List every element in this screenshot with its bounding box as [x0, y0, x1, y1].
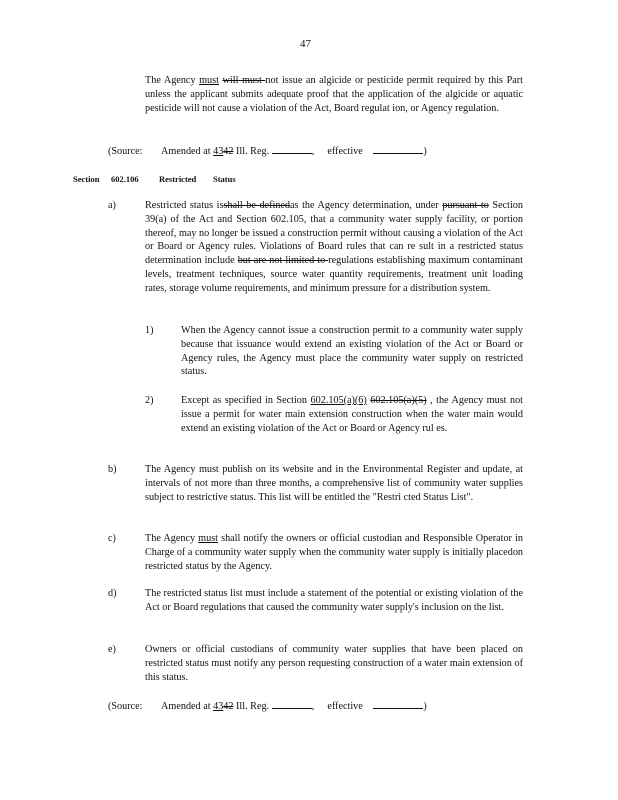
item-a1-text: When the Agency cannot issue a construction permit to a community water supply because that issuance would extend an existing violation of the Act or Board or Agency rules, the Agency must place the community water supply on restricted status.: [181, 325, 523, 378]
page-number: 47: [300, 38, 311, 50]
intro-text: The Agency: [145, 75, 200, 86]
inserted-text: must: [198, 533, 218, 544]
inserted-text: 602.105(a)(6): [310, 395, 367, 406]
date-blank: [373, 699, 423, 709]
item-marker: a): [108, 200, 116, 211]
item-marker: e): [108, 644, 116, 655]
intro-text-rest: not issue an algicide or pesticide permit required by this Part unless the applicant submits adequate proof that the application of the algicide or aquatic pesticide will not cause a violation of the Act, Board regulat ion, or Agency regulation.: [145, 75, 523, 114]
item-marker: b): [108, 464, 117, 475]
item-e-text: Owners or official custodians of community water supplies that have been placed on restricted status must notify any person requesting construction of a water main extension of this status.: [145, 644, 523, 683]
inserted-text: must: [199, 75, 219, 86]
item-marker: c): [108, 533, 116, 544]
deleted-text: shall be defined: [223, 200, 291, 211]
section-number: 602.106: [111, 174, 139, 184]
subitem-marker: 1): [145, 325, 154, 336]
item-marker: d): [108, 588, 117, 599]
item-d-text: The restricted status list must include a statement of the potential or existing violation of the Act or Board regulations that caused the community water supply's inclusion on the list.: [145, 588, 523, 613]
deleted-text: 602.105(a)(5): [370, 395, 427, 406]
deleted-text: will must: [222, 75, 266, 86]
date-blank: [373, 144, 423, 154]
section-title: Restricted: [159, 174, 197, 184]
volume-blank: [272, 144, 312, 154]
source-note-2: (Source: Amended at 4342 Ill. Reg. , effective ): [108, 701, 427, 712]
section-label: Section: [73, 174, 100, 184]
item-a-text: Restricted status isshall be definedas the Agency determination, under pursuant to Section 39(a) of the Act and Section 602.105, that a community water supply facility, or portion thereof, may no longer be issued a construction permit without causing a violation of the Act or Board or Agency rules. Violations of Board rules that can re sult in a restricted status determination include but are not limited to regulations establishing maximum contaminant levels, treatment techniques, source water quantity requirements, treatment unit loading rates, storage volume requirements, and minimum pressure for a distribution system.: [145, 200, 523, 294]
item-a2-text: Except as specified in Section 602.105(a)(6) 602.105(a)(5) , the Agency must not issue a permit for water main extension construction when the water main would extend an existing violation of the Act or Board or Agency rul es.: [181, 395, 524, 434]
item-c-text: The Agency must shall notify the owners or official custodian and Responsible Operator in Charge of a community water supply when the community water supply is initially placedon restricted status by the Agency.: [145, 533, 523, 572]
deleted-text: pursuant to: [442, 200, 489, 211]
intro-paragraph: [145, 74, 523, 115]
subitem-marker: 2): [145, 395, 154, 406]
deleted-text: but are not limited to: [237, 255, 329, 267]
section-title-2: Status: [213, 174, 236, 184]
source-note: (Source: Amended at 4342 Ill. Reg. , effective ): [108, 146, 427, 157]
section-heading: [73, 173, 236, 187]
volume-blank: [272, 699, 312, 709]
item-b-text: The Agency must publish on its website and in the Environmental Register and update, at intervals of not more than three months, a comprehensive list of community water supplies subject to restrictive status. This list will be entitled the "Restri cted Status List".: [145, 464, 523, 503]
